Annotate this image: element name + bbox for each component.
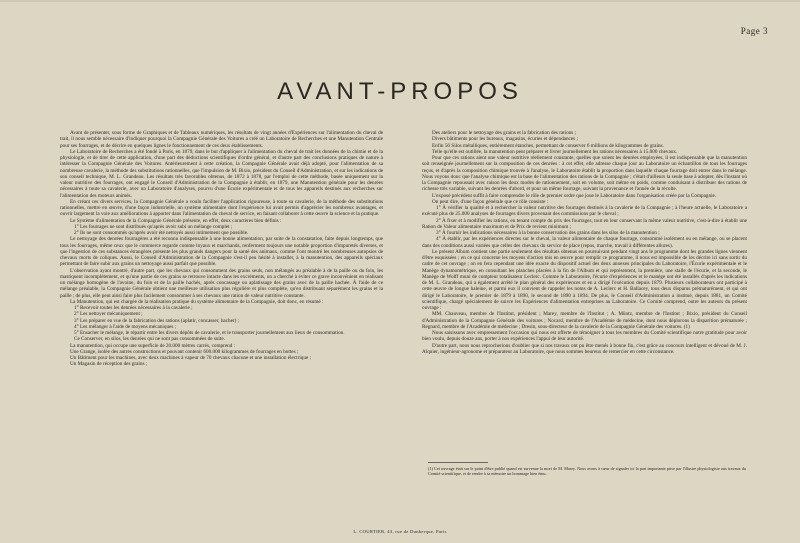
left-column-paragraph: 4° Les mélanger à l'aide de moyens mécaniques ; (74, 323, 177, 330)
right-column-paragraph: 2° À fixer et à modifier les rations, en tenant compte du prix des fourrages, tout en leur conservant la même valeur nutritive, c'est-à-dire à établir une Ration de Valeur alimentaire maximum et de Prix de revient minimum ; (422, 217, 747, 230)
printer-imprint: L. COURTIER, 43, rue de Dunkerque, Paris (353, 529, 447, 534)
left-column-paragraph: Un Bâtiment pour les machines, avec deux machines à vapeur de 70 chevaux chacune et une installation électrique ; (70, 355, 311, 361)
right-column-paragraph: Pour que ces rations aient une valeur nutritive réellement constante, quelles que soient les denrées employées, il est indispensable que la manutention soit renseignée journellement sur la composition de ces denrées : à cet effet, elle adresse chaque jour au Laboratoire un échantillon de tous les fourrages reçus, et d'après la composition chimique trouvée à l'analyse, le Laboratoire établit la proportion dans laquelle chaque fourrage doit entrer dans le mélange. Nous voyons donc que l'analyse chimique est la base de l'alimentation des rations de la Compagnie ; c'était d'ailleurs la seule base à adopter, dès l'instant où la Compagnie repoussait avec raison les deux modes de rationnement, soit en volume, soit même en poids, comme conduisant à distribuer des rations de richesse très variable, suivant les denrées d'abord, et pour un même fourrage, suivant la provenance et l'année de la récolte. (422, 155, 747, 193)
left-column-paragraph: Le Laboratoire de Recherches a été fondé à Paris, en 1879, dans le but d'appliquer à l'alimentation du cheval de trait les données de la chimie et de la physiologie, et de tirer de cette application, d'une part des déductions scientifiques d'ordre général, et d'autre part des conclusions pratiques de nature à intéresser la Compagnie Générale des Voitures. Antérieurement à cette création, la Compagnie Générale avait déjà adopté, pour l'alimentation de sa nombreuse cavalerie, la méthode des substitutions rationnelles, que l'impulsion de M. Bixio, président du Conseil d'Administration, et sur les indications de son conseil technique, M. L. Grandeau. Les résultats très favorables obtenus, de 1872 à 1878, par l'emploi de cette méthode, basée uniquement sur la valeur nutritive des fourrages, ont engagé le Conseil d'Administration de la Compagnie à établir, en 1879, une Manutention générale pour les denrées nécessaires à toute sa cavalerie, avec un Laboratoire d'analyses, pourvu d'une Écurie expérimentale et de tous les appareils destinés aux recherches sur l'alimentation des moteurs animés. (60, 148, 384, 199)
left-column-paragraph: La Manutention, qui est chargée de la réalisation pratique du système alimentaire de la Compagnie, doit donc, en résumé : (70, 298, 324, 305)
right-column-paragraph: Enfin 56 Silos métalliques, entièrement étanches, permettant de conserver 6 millions de kilogrammes de grains. (432, 142, 664, 149)
right-column-paragraph: Nous saisissons avec empressement l'occasion qui nous est offerte de témoigner à tous les membres du Comité scientifique notre gratitude pour avoir bien voulu, depuis douze ans, porter à nos expériences l'appui de leur autorité. (422, 330, 747, 343)
left-column-paragraph: Le Système d'alimentation de la Compagnie Générale présente, en effet, deux caractères bien définis : (70, 217, 282, 224)
right-text-column (422, 130, 747, 355)
left-column-paragraph: En créant ces divers services, la Compagnie Générale a voulu faciliter l'application rigoureuse, à toute sa cavalerie, de la méthode des substitutions rationnelles, mettre en œuvre, d'une façon industrielle, un système alimentaire dont l'expérience lui avait permis d'apprécier les nombreux avantages, et ouvrir largement la voie aux améliorations à apporter dans l'alimentation du cheval de service, en faisant collaborer à cette œuvre la science et la pratique. (60, 198, 383, 218)
left-column-paragraph: 5° Ensacher le mélange, le répartir entre les divers dépôts de cavalerie, et le transporter journellement aux lieux de consommation. (74, 330, 345, 336)
page-number: Page 3 (740, 26, 768, 36)
right-column-paragraph: 3° À fournir les indications nécessaires à la bonne conservation des grains dans les silos de la manutention ; (436, 230, 660, 236)
right-column-paragraph: Des ateliers pour le nettoyage des grains et la fabrication des rations ; (432, 130, 577, 136)
footnote-divider (428, 462, 488, 463)
page-title: AVANT-PROPOS (277, 78, 523, 106)
left-column-paragraph: Un Magasin de réception des grains ; (70, 361, 148, 368)
footnote: (1) Cet ouvrage était sur le point d'être publié quand est survenue la mort de M. Marey. Nous avons à cœur de signaler ici la part importante prise par l'illustre physiologiste aux travaux du Comité scientifique, et de rendre à sa mémoire un hommage bien ému. (428, 466, 746, 477)
page-top-edge (0, 0, 800, 2)
right-column-paragraph: D'autre part, nous nous reprocherions d'oublier que si nos travaux ont pu être menés à bonne fin, c'est grâce au concours intelligent et dévoué de M. J. Alquier, ingénieur-agronome et préparateur au Laboratoire, que nous sommes heureux de remercier en cette circonstance. (422, 342, 747, 355)
right-column-paragraph: L'exposé précédent suffit à faire comprendre le rôle de premier ordre que joue le Laboratoire dans l'organisation créée par la Compagnie. (432, 192, 717, 199)
left-column-paragraph: 1° Recevoir toutes les denrées nécessaires à la cavalerie ; (74, 305, 193, 311)
left-column-paragraph: 3° Les préparer en vue de la fabrication des rations (aplatir, concasser, hacher) ; (74, 317, 240, 324)
left-column-paragraph: Ce Conserver, en silos, les denrées qui ne sont pas consommées de suite. (74, 336, 225, 343)
left-column-paragraph: Une Grange, isolée des autres constructions et pouvant contenir 600.000 kilogrammes de fourrages en bottes ; (70, 348, 299, 355)
right-column-paragraph: Le présent Album contient une partie seulement des résultats obtenus en poursuivant pendant vingt ans le programme dont les grandes lignes viennent d'être esquissées ; en ce qui concerne les moyens d'action mis en œuvre pour remplir ce programme, il nous est impossible de les décrire ici sans sortir du cadre de cet ouvrage ; on en fera cependant une idée exacte du dispositif actuel des deux annexes principales du Laboratoire, l'Écurie expérimentale et le Manège dynamométrique, en consultant les planches placées à la fin de l'Album et qui représentent, la première, une stalle de l'écurie, et la seconde, le Manège de Wolff muni de compteur totalisateur Leclerc. Comme le Laboratoire, l'écurie d'expériences et le manège ont été installés d'après les indications de M. L. Grandeau, qui a également arrêté le plan général des expériences et en a dirigé l'exécution depuis 1879. Plusieurs collaborateurs ont participé à cette œuvre de longue haleine, et parmi eux il convient de rappeler les noms de A. Leclerc et H. Ballacey, tous deux disparus prématurément, et qui ont dirigé le Laboratoire, le premier de 1879 à 1890, le second de 1890 à 1894. De plus, le Conseil d'Administration a institué, depuis 1881, un Comité scientifique, chargé spécialement de suivre les Expériences d'alimentation entreprises au Laboratoire. Ce Comité comprend, outre les auteurs du présent ouvrage : (422, 248, 747, 311)
left-text-column (60, 130, 383, 368)
left-column-paragraph: 1° Les fourrages ne sont distribués qu'après avoir subi un mélange complet ; (74, 223, 233, 230)
left-column-paragraph: Le nettoyage des denrées fourragères a été reconnu indispensable à une bonne alimentation, par suite de la constatation, faite depuis longtemps, que tous les fourrages, même ceux que le commerce regarde comme loyaux et marchands, renferment toujours une notable proportion d'impuretés diverses, et que l'ingestion de ces substances étrangères présente les plus grands dangers pour la santé des animaux, comme l'ont montré les nombreuses autopsies de chevaux morts de coliques. Aussi, le Conseil d'Administration de la Compagnie s'est-il peu hésité à installer, à la manutention, des appareils spéciaux permettant de faire subir aux grains un nettoyage aussi parfait que possible. (60, 236, 383, 268)
left-column-paragraph: L'observation ayant montré, d'autre part, que les chevaux qui consomment des grains seuls, non mélangés au préalable à de la paille ou du foin, les mastiquent incomplètement, et qu'une partie de ces grains se retrouve intacte dans les excréments, on a cherché à éviter ce grave inconvénient en réalisant un mélange homogène de l'avoine, du foin et de la paille hachés, après concassage ou aplatissage des grains avec de la paille hachée. À l'aide de ce mélange préalable, la Compagnie Générale obtient une meilleure utilisation plus régulière et plus complète, qu'en distribuant séparément les grains et la paille ; de plus, elle peut ainsi faire plus facilement consommer à ses chevaux une ration de valeur nutritive constante. (60, 267, 383, 299)
right-column-paragraph: 1° À vérifier la qualité et à rechercher la valeur nutritive des fourrages destinés à la cavalerie de la Compagnie ; à l'heure actuelle, le Laboratoire a exécuté plus de 25.000 analyses de fourrages divers provenant des commissions par le cheval ; (422, 205, 747, 218)
right-column-paragraph: On peut dire, d'une façon générale que ce rôle consiste : (432, 198, 549, 205)
right-column-paragraph: Divers bâtiments pour les bureaux, magasins, écuries et dépendances ; (432, 136, 578, 143)
right-column-paragraph: Telle qu'elle est outillée, la manutention peut préparer et livrer journellement les rations nécessaires à 15.000 chevaux. (432, 148, 678, 155)
right-column-paragraph: MM. Chauveau, membre de l'Institut, président ; Marey, membre de l'Institut ; A. Müntz, membre de l'Institut ; Bixio, président du Conseil d'Administration de la Compagnie Générale des voitures ; Nocard, membre de l'Académie de médecine, dont nous déplorons la disparition prématurée ; Regnard, membre de l'Académie de médecine ; Dresin, sous-directeur de la cavalerie de la Compagnie Générale des voitures. (1) (422, 311, 747, 330)
left-column-paragraph: 2° Ils ne sont consommés qu'après avoir été nettoyés aussi intimement que possible. (74, 230, 249, 236)
left-column-paragraph: Avant de présenter, sous forme de Graphiques et de Tableaux numériques, les résultats de vingt années d'Expériences sur l'alimentation du cheval de trait, il nous semble nécessaire d'indiquer pourquoi la Compagnie Générale des Voitures a créé un Laboratoire de Recherches et une Manutention Centrale pour ses fourrages, et de décrire en quelques lignes le fonctionnement de ces deux établissements. (60, 130, 383, 149)
left-column-paragraph: 2° Les nettoyer mécaniquement ; (74, 311, 143, 318)
left-column-paragraph: La manutention, qui occupe une superficie de 20.000 mètres carrés, comprend : (70, 342, 236, 349)
right-column-paragraph: 4° À établir, par les expériences directes sur le cheval, la valeur alimentaire de chaque fourrage, consommé isolément ou en mélange, ou se placent dans des conditions aussi variées que celles des chevaux du service de place (repos, marche, travail à différentes allures). (422, 236, 747, 249)
